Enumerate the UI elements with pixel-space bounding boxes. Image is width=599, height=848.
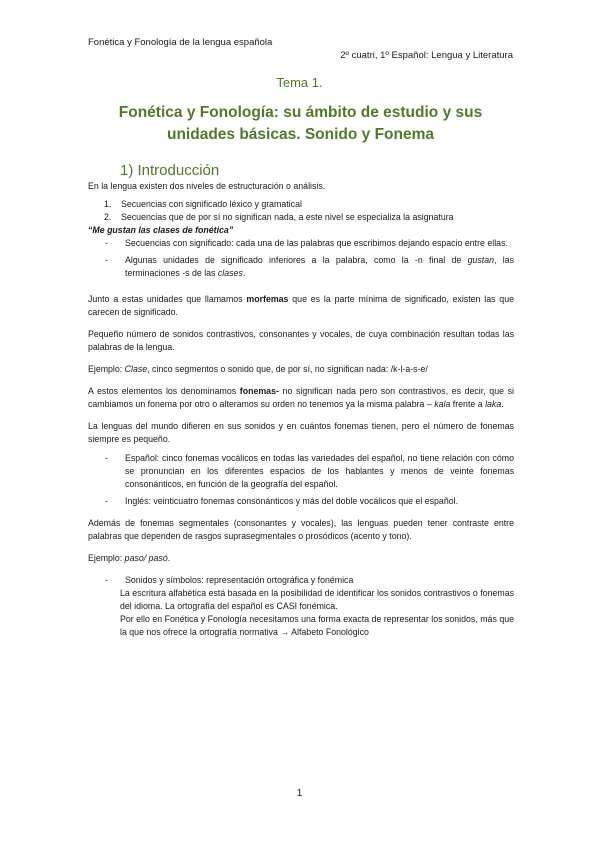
- list-item: - Inglés: veinticuatro fonemas consonánticos y más del doble vocálicos que el español.: [105, 496, 459, 506]
- paragraph-ejemplo-clase: Ejemplo: Clase, cinco segmentos o sonido que, de por sí, no significan nada: /k-l-a-s-e/: [88, 364, 428, 374]
- document-title: Fonética y Fonología: su ámbito de estudio y sus unidades básicas. Sonido y Fonema: [118, 104, 483, 143]
- section-heading: 1) Introducción: [120, 162, 220, 179]
- list-item-text: Sonidos y símbolos: representación ortográfica y fonémica: [125, 575, 354, 585]
- page-number: 1: [296, 788, 303, 799]
- list-item-text: Secuencias con significado léxico y gramatical: [121, 199, 302, 209]
- emphasis: kala: [434, 399, 451, 409]
- emphasis: laka: [485, 399, 502, 409]
- emphasis: clases: [217, 268, 243, 278]
- list-item: - Algunas unidades de significado inferiores a la palabra, como la -n final de gustan, las terminaciones -s de las clases.: [105, 255, 514, 278]
- list-item: - Secuencias con significado: cada una de las palabras que escribimos dejando espacio entre ellas.: [105, 238, 508, 248]
- list-item: [88, 211, 514, 224]
- running-header-left: Fonética y Fonología de la lengua española: [88, 37, 273, 48]
- paragraph-lenguas: La lenguas del mundo difieren en sus sonidos y en cuántos fonemas tienen, pero el número de fonemas siempre es pequeño.: [88, 421, 514, 444]
- paragraph-sonidos: Pequeño número de sonidos contrastivos, consonantes y vocales, de cuya combinación resultan todas las palabras de la lengua.: [88, 329, 514, 352]
- list-item-text: Secuencias que de por sí no significan nada, a este nivel se especializa la asignatura: [121, 212, 454, 222]
- list-number: 2.: [104, 212, 112, 222]
- subparagraph-escritura: La escritura alfabética está basada en la posibilidad de identificar los sonidos contrastivos o fonemas del idioma. La ortografía del español es CASI fonémica.: [120, 588, 514, 611]
- paragraph-segmentales: Además de fonemas segmentales (consonantes y vocales), las lenguas pueden tener contraste entre palabras que dependen de rasgos suprasegmentales o prosódicos (acento y tono).: [88, 518, 514, 541]
- running-header-right: 2º cuatri, 1º Español: Lengua y Literatura: [340, 50, 513, 61]
- list-item: - Sonidos y símbolos: representación ortográfica y fonémica: [105, 575, 354, 585]
- subparagraph-alfabeto: Por ello en Fonética y Fonología necesitamos una forma exacta de representar los sonidos, más que la que nos ofrece la ortografía normativa → Alfabeto Fonológico: [120, 614, 514, 637]
- paragraph-morfemas: Junto a estas unidades que llamamos morfemas que es la parte mínima de significado, existen las que carecen de significado.: [88, 294, 514, 317]
- list-number: 1.: [104, 199, 112, 209]
- bold-term: morfemas: [246, 294, 289, 304]
- list-item-text: Secuencias con significado: cada una de las palabras que escribimos dejando espacio entre ellas.: [125, 238, 508, 248]
- tema-label: Tema 1.: [276, 75, 323, 90]
- numbered-list: [88, 198, 514, 224]
- body-text: [88, 180, 514, 639]
- dash-list-simbolos: [88, 574, 514, 587]
- emphasis: gustan: [467, 255, 494, 265]
- dash-list-significado: [88, 237, 514, 280]
- list-item-text: Inglés: veinticuatro fonemas consonánticos y más del doble vocálicos que el español.: [125, 496, 459, 506]
- list-item: [88, 198, 514, 211]
- paragraph-ejemplo-paso: Ejemplo: paso/ pasó.: [88, 553, 171, 563]
- paragraph-niveles: En la lengua existen dos niveles de estructuración o análisis.: [88, 181, 326, 191]
- dash-list-lenguas: [88, 452, 514, 508]
- paragraph-fonemas: A estos elementos los denominamos fonemas- no significan nada pero son contrastivos, es decir, que si cambiamos un fonema por otro o alteramos su orden no tenemos ya la misma palabra – kala frente a laka.: [88, 386, 514, 409]
- example-quote: “Me gustan las clases de fonética”: [88, 225, 234, 235]
- emphasis: paso/ pasó: [124, 553, 168, 563]
- list-item: - Español: cinco fonemas vocálicos en todas las variedades del español, no tiene relación con cómo se pronuncian en los diferentes espacios de los hablantes y menos de veinte fonemas consonánticos, en función de la geografía del español.: [105, 453, 514, 489]
- emphasis: Clase: [124, 364, 148, 374]
- list-item-text: Español: cinco fonemas vocálicos en todas las variedades del español, no tiene relación con cómo se pronuncian en los diferentes espacios de los hablantes y menos de veinte fonemas consonánticos, en función de la geografía del español.: [125, 453, 514, 489]
- bold-term: fonemas-: [239, 386, 279, 396]
